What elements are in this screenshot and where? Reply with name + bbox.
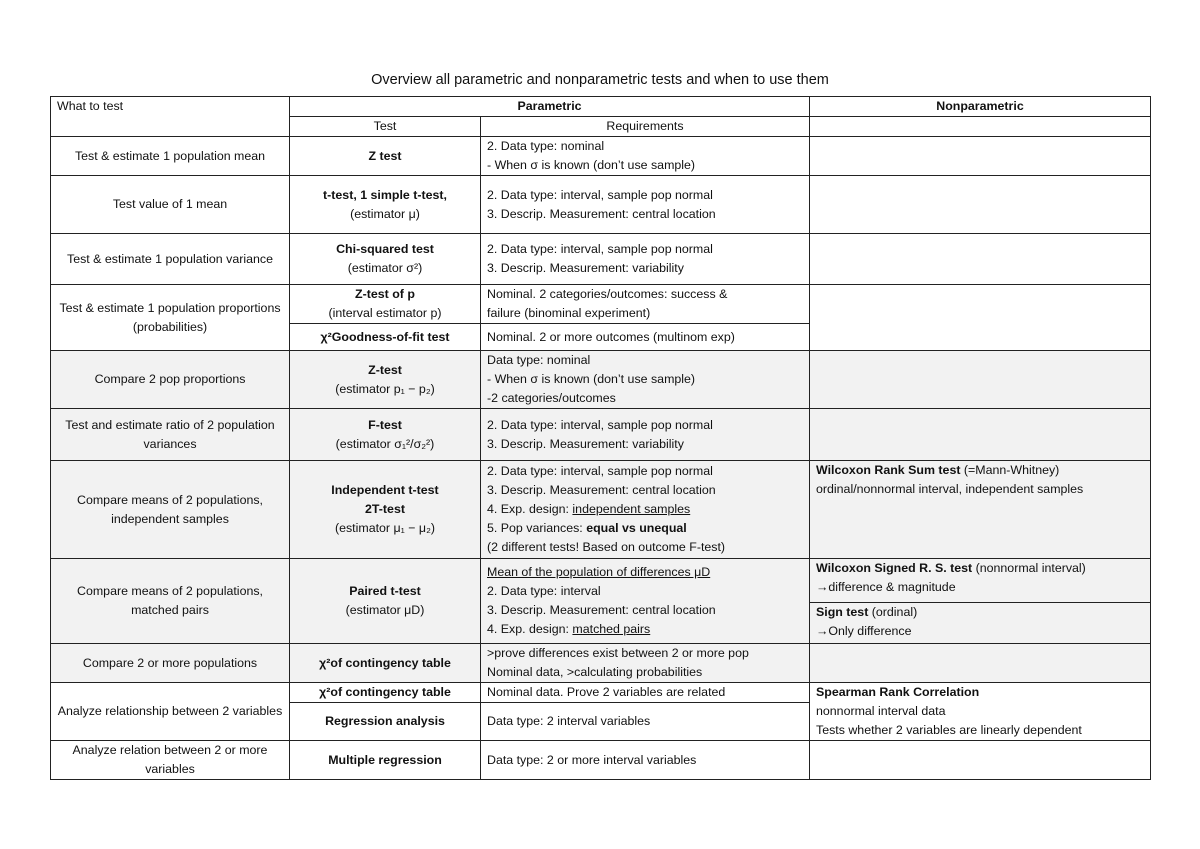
test-name: Z-test <box>368 362 402 377</box>
nonparametric-cell <box>810 741 1151 780</box>
requirements-cell: Nominal. 2 or more outcomes (multinom exp) <box>481 324 810 351</box>
test-cell <box>290 351 481 409</box>
header-empty <box>810 117 1151 137</box>
test-name: t-test, 1 simple t-test, <box>323 187 447 202</box>
req-line: Mean of the population of differences μD <box>487 565 711 579</box>
table-row <box>51 137 1151 176</box>
test-name: Independent t-test <box>331 483 439 497</box>
np-second-block <box>810 602 1150 641</box>
test-cell <box>290 176 481 234</box>
test-name: 2T-test <box>365 502 405 516</box>
requirements-cell <box>481 176 810 234</box>
req-line: 2. Data type: interval, sample pop normal <box>487 187 713 202</box>
requirements-cell <box>481 559 810 644</box>
nonparametric-cell <box>810 409 1151 461</box>
nonparametric-cell <box>810 285 1151 351</box>
req-line: 2. Data type: interval, sample pop normal <box>487 464 713 478</box>
table-row <box>51 351 1151 409</box>
req-line <box>487 500 803 519</box>
np-line: Tests whether 2 variables are linearly dependent <box>816 723 1082 737</box>
what-cell: Test & estimate 1 population mean <box>51 137 290 176</box>
what-cell: Test & estimate 1 population variance <box>51 234 290 285</box>
table-row <box>51 559 1151 644</box>
np-line <box>816 461 1144 480</box>
requirements-cell <box>481 644 810 683</box>
requirements-cell <box>481 351 810 409</box>
req-line: 3. Descrip. Measurement: variability <box>487 261 684 275</box>
table-row <box>51 741 1151 780</box>
test-cell: χ²of contingency table <box>290 683 481 703</box>
nonparametric-cell <box>810 176 1151 234</box>
req-text: 4. Exp. design: <box>487 622 573 636</box>
test-estimator: (estimator σ²) <box>347 261 423 275</box>
req-line: >prove differences exist between 2 or more pop <box>487 646 749 660</box>
req-line: Nominal data, >calculating probabilities <box>487 665 703 679</box>
np-test-name: Spearman Rank Correlation <box>816 685 980 699</box>
req-line: 3. Descrip. Measurement: central location <box>487 483 716 497</box>
what-cell: Analyze relation between 2 or more variables <box>51 741 290 780</box>
test-cell: Multiple regression <box>290 741 481 780</box>
np-test-name: Sign test <box>816 605 869 619</box>
nonparametric-cell <box>810 644 1151 683</box>
req-line: 2. Data type: interval, sample pop normal <box>487 417 713 432</box>
table-row <box>51 285 1151 324</box>
test-cell <box>290 461 481 559</box>
req-line <box>487 620 803 639</box>
req-line: Nominal. 2 categories/outcomes: success & <box>487 287 728 301</box>
table-row <box>51 234 1151 285</box>
test-name: Chi-squared test <box>336 242 434 256</box>
test-cell: Regression analysis <box>290 703 481 741</box>
req-line: (2 different tests! Based on outcome F-test) <box>487 540 726 554</box>
req-line: failure (binominal experiment) <box>487 306 651 320</box>
test-cell <box>290 559 481 644</box>
test-name: Z-test of p <box>355 287 415 301</box>
requirements-cell <box>481 137 810 176</box>
requirements-cell <box>481 234 810 285</box>
req-line: 3. Descrip. Measurement: variability <box>487 436 684 451</box>
req-line: - When σ is known (don’t use sample) <box>487 158 696 172</box>
tests-table <box>50 96 1151 780</box>
header-row-1 <box>51 97 1151 117</box>
req-line: Data type: nominal <box>487 353 591 367</box>
np-text: (=Mann-Whitney) <box>960 463 1060 477</box>
requirements-cell <box>481 461 810 559</box>
test-estimator: (interval estimator p) <box>328 306 442 320</box>
what-cell: Test and estimate ratio of 2 population variances <box>51 409 290 461</box>
req-text: 4. Exp. design: <box>487 502 573 516</box>
what-cell: Test & estimate 1 population proportions (probabilities) <box>51 285 290 351</box>
nonparametric-cell <box>810 234 1151 285</box>
requirements-cell <box>481 409 810 461</box>
what-cell: Compare means of 2 populations, matched pairs <box>51 559 290 644</box>
np-test-name: Wilcoxon Rank Sum test <box>816 463 961 477</box>
test-estimator: (estimator p₁ − p₂) <box>335 381 435 396</box>
test-estimator: (estimator μ) <box>350 206 420 221</box>
requirements-cell: Data type: 2 or more interval variables <box>481 741 810 780</box>
table-row <box>51 683 1151 703</box>
table-row <box>51 176 1151 234</box>
req-line <box>487 519 803 538</box>
np-line: nonnormal interval data <box>816 704 946 718</box>
requirements-cell <box>481 285 810 324</box>
np-line: →Only difference <box>816 624 912 638</box>
header-what-to-test: What to test <box>51 97 290 137</box>
test-cell <box>290 285 481 324</box>
test-estimator: (estimator σ₁²/σ₂²) <box>335 436 435 451</box>
table-row <box>51 644 1151 683</box>
np-line: →difference & magnitude <box>816 580 956 594</box>
test-cell: χ²of contingency table <box>290 644 481 683</box>
req-line: 3. Descrip. Measurement: central location <box>487 206 716 221</box>
test-cell: χ²Goodness-of-fit test <box>290 324 481 351</box>
nonparametric-cell <box>810 137 1151 176</box>
nonparametric-cell <box>810 461 1151 559</box>
requirements-cell: Data type: 2 interval variables <box>481 703 810 741</box>
req-line: 3. Descrip. Measurement: central location <box>487 603 716 617</box>
header-test: Test <box>290 117 481 137</box>
np-line <box>816 603 1144 622</box>
test-name: Paired t-test <box>349 584 421 598</box>
req-line: 2. Data type: interval, sample pop normal <box>487 242 713 256</box>
req-text: 5. Pop variances: <box>487 521 587 535</box>
np-line <box>816 559 1144 578</box>
nonparametric-cell <box>810 683 1151 741</box>
header-parametric: Parametric <box>290 97 810 117</box>
requirements-cell: Nominal data. Prove 2 variables are related <box>481 683 810 703</box>
header-requirements: Requirements <box>481 117 810 137</box>
req-line: - When σ is known (don’t use sample) <box>487 372 696 386</box>
req-line: 2. Data type: interval <box>487 584 601 598</box>
what-cell: Analyze relationship between 2 variables <box>51 683 290 741</box>
test-estimator: (estimator μ₁ − μ₂) <box>334 521 436 535</box>
nonparametric-cell <box>810 559 1151 644</box>
table-row <box>51 409 1151 461</box>
np-text: (nonnormal interval) <box>972 561 1086 575</box>
np-line: ordinal/nonnormal interval, independent samples <box>816 482 1084 496</box>
req-bold: equal vs unequal <box>586 521 687 535</box>
page-title: Overview all parametric and nonparametric tests and when to use them <box>371 72 829 88</box>
req-underlined: independent samples <box>572 502 691 516</box>
what-cell: Compare 2 pop proportions <box>51 351 290 409</box>
test-estimator: (estimator μD) <box>345 603 425 617</box>
what-cell: Test value of 1 mean <box>51 176 290 234</box>
header-nonparametric: Nonparametric <box>810 97 1151 117</box>
req-line: -2 categories/outcomes <box>487 391 616 405</box>
req-underlined: matched pairs <box>572 622 651 636</box>
table-row <box>51 461 1151 559</box>
np-text: (ordinal) <box>868 605 918 619</box>
test-name: F-test <box>368 417 402 432</box>
np-test-name: Wilcoxon Signed R. S. test <box>816 561 973 575</box>
test-cell: Z test <box>290 137 481 176</box>
what-cell: Compare 2 or more populations <box>51 644 290 683</box>
test-cell <box>290 234 481 285</box>
test-cell <box>290 409 481 461</box>
what-cell: Compare means of 2 populations, independent samples <box>51 461 290 559</box>
nonparametric-cell <box>810 351 1151 409</box>
req-line: 2. Data type: nominal <box>487 139 605 153</box>
